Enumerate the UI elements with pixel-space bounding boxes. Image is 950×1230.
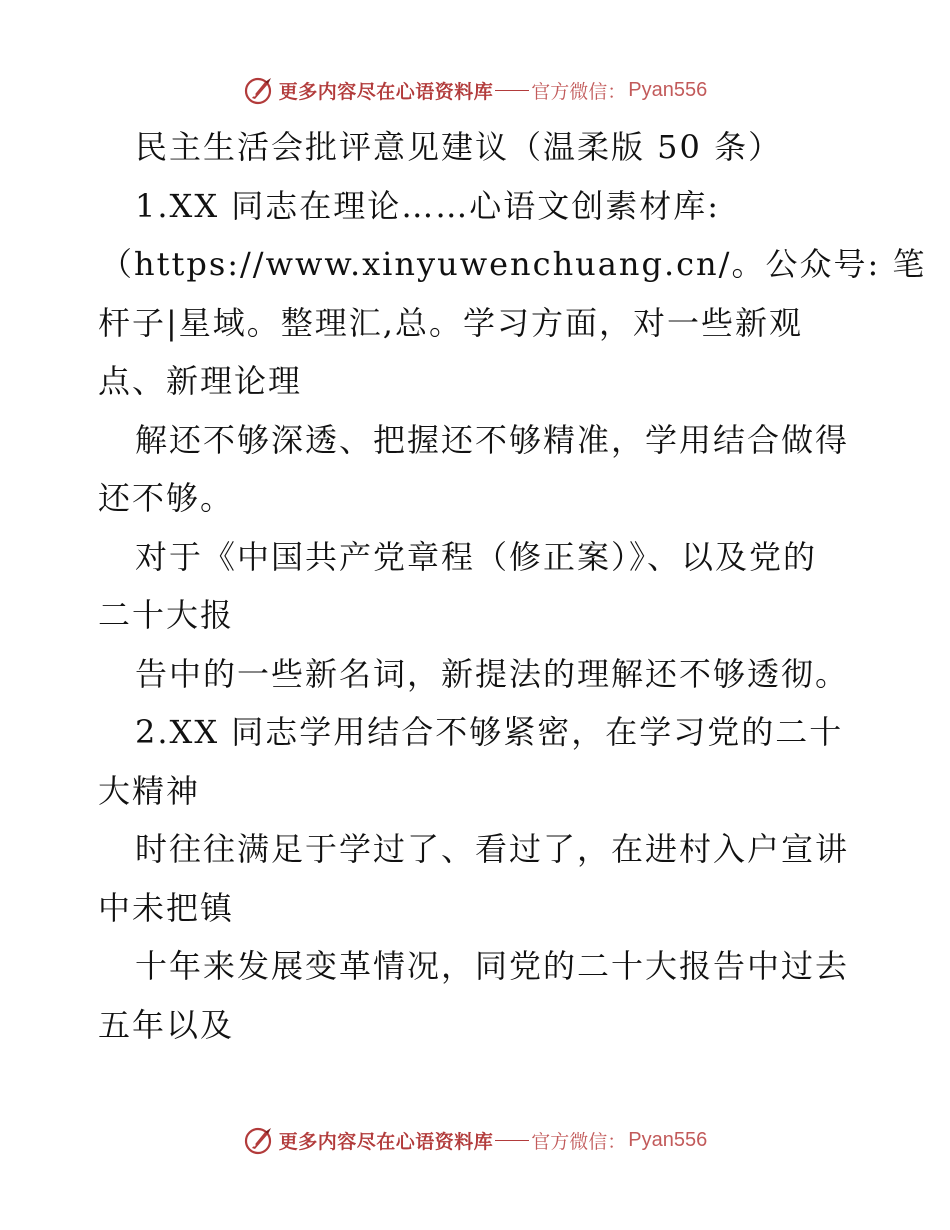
banner-divider: [495, 1140, 529, 1141]
paragraph-line: 五年以及: [98, 1006, 235, 1044]
paragraph-line: 大精神: [98, 772, 201, 810]
quill-logo-icon: [243, 74, 275, 106]
promo-text: 更多内容尽在心语资料库: [278, 80, 494, 103]
paragraph-line: 中未把镇: [98, 889, 235, 927]
paragraph-line: 还不够。: [98, 479, 235, 517]
wechat-id: Pyan556: [628, 78, 708, 101]
paragraph-line: 解还不够深透、把握还不够精准，学用结合做得: [135, 421, 850, 459]
paragraph-line: 2.XX 同志学用结合不够紧密，在学习党的二十: [135, 713, 844, 751]
quill-logo-icon: [243, 1124, 275, 1156]
paragraph-line: （https://www.xinyuwenchuang.cn/。公众号: 笔: [100, 245, 927, 283]
paragraph-line: 十年来发展变革情况，同党的二十大报告中过去: [135, 947, 850, 985]
wechat-label: 官方微信：: [531, 1130, 627, 1153]
footer-banner: [0, 1122, 950, 1158]
wechat-id: Pyan556: [628, 1128, 708, 1151]
document-title: 民主生活会批评意见建议（温柔版 50 条）: [135, 128, 783, 166]
paragraph-line: 时往往满足于学过了、看过了，在进村入户宣讲: [135, 830, 850, 868]
paragraph-line: 1.XX 同志在理论……心语文创素材库:: [135, 187, 721, 225]
paragraph-line: 杆子|星域。整理汇,总。学习方面，对一些新观: [98, 304, 803, 342]
promo-text: 更多内容尽在心语资料库: [278, 1130, 494, 1153]
paragraph-line: 告中的一些新名词，新提法的理解还不够透彻。: [135, 655, 850, 693]
header-banner: [0, 72, 950, 108]
paragraph-line: 点、新理论理: [98, 362, 303, 400]
paragraph-line: 对于《中国共产党章程（修正案）》、以及党的: [135, 538, 818, 576]
wechat-label: 官方微信：: [531, 80, 627, 103]
paragraph-line: 二十大报: [98, 596, 235, 634]
banner-divider: [495, 90, 529, 91]
